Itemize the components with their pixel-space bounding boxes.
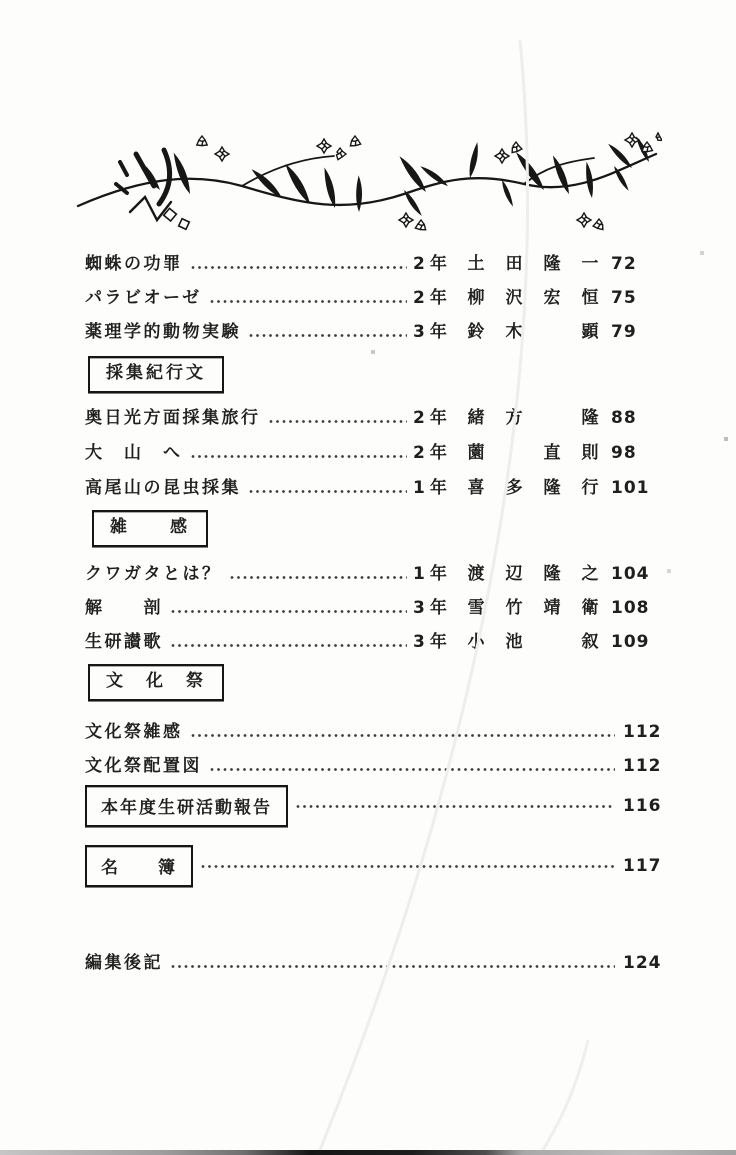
entry-page: 75 bbox=[611, 288, 637, 308]
leader-dots bbox=[171, 964, 615, 969]
entry-year: 1年 bbox=[413, 564, 452, 584]
toc-entry bbox=[85, 476, 667, 498]
entry-title: 文化祭配置図 bbox=[85, 755, 202, 776]
entry-author: 喜 多 隆 行 bbox=[467, 478, 599, 498]
toc-entry-boxed bbox=[85, 846, 667, 886]
entry-year: 2年 bbox=[413, 443, 452, 463]
entry-title: 生研讃歌 bbox=[85, 631, 163, 652]
entry-title: 蜘蛛の功罪 bbox=[85, 253, 183, 274]
entry-year: 3年 bbox=[413, 598, 452, 618]
toc-entry bbox=[85, 286, 667, 308]
leader-dots bbox=[249, 333, 407, 338]
entry-page: 109 bbox=[611, 632, 650, 652]
entry-title: 奥日光方面採集旅行 bbox=[85, 407, 261, 428]
toc-entry bbox=[85, 754, 667, 776]
leader-dots bbox=[296, 804, 615, 809]
toc-entry bbox=[85, 720, 667, 742]
leader-dots bbox=[210, 767, 615, 772]
entry-year: 2年 bbox=[413, 408, 452, 428]
entry-title: 文化祭雑感 bbox=[85, 721, 183, 742]
entry-title: クワガタとは？ bbox=[85, 563, 222, 584]
entry-page: 104 bbox=[611, 564, 650, 584]
entry-page: 101 bbox=[611, 478, 650, 498]
entry-title: 大 山 へ bbox=[85, 442, 183, 463]
toc-entry bbox=[85, 596, 667, 618]
entry-page: 79 bbox=[611, 322, 637, 342]
boxed-label: 本年度生研活動報告 bbox=[85, 785, 288, 827]
toc-entry bbox=[85, 630, 667, 652]
toc-entry-boxed bbox=[85, 786, 667, 826]
leader-dots bbox=[210, 299, 407, 304]
leader-dots bbox=[191, 733, 616, 738]
entry-page: 112 bbox=[623, 722, 662, 742]
entry-page: 88 bbox=[611, 408, 637, 428]
entry-author: 柳 沢 宏 恒 bbox=[467, 288, 599, 308]
entry-title: 編集後記 bbox=[85, 952, 163, 973]
entry-author: 緒 方 隆 bbox=[467, 408, 599, 428]
entry-author: 小 池 叙 bbox=[467, 632, 599, 652]
leader-dots bbox=[171, 643, 407, 648]
entry-page: 108 bbox=[611, 598, 650, 618]
section-box-saishu-kikobun: 採集紀行文 bbox=[88, 356, 224, 393]
entry-year: 3年 bbox=[413, 632, 452, 652]
toc-entry bbox=[85, 441, 667, 463]
entry-title: 薬理学的動物実験 bbox=[85, 321, 241, 342]
entry-page: 72 bbox=[611, 254, 637, 274]
entry-author: 土 田 隆 一 bbox=[467, 254, 599, 274]
scanner-edge-bar bbox=[0, 1150, 736, 1155]
entry-author: 渡 辺 隆 之 bbox=[467, 564, 599, 584]
entry-title: 高尾山の昆虫採集 bbox=[85, 477, 241, 498]
entry-page: 112 bbox=[623, 756, 662, 776]
toc-entry bbox=[85, 406, 667, 428]
entry-page: 124 bbox=[623, 953, 662, 973]
entry-author: 鈴 木 顕 bbox=[467, 322, 599, 342]
entry-year: 2年 bbox=[413, 254, 452, 274]
boxed-label: 名 簿 bbox=[85, 845, 193, 887]
toc-entry bbox=[85, 562, 667, 584]
entry-author: 薗 直 則 bbox=[467, 443, 599, 463]
leader-dots bbox=[191, 454, 408, 459]
entry-page: 117 bbox=[623, 856, 662, 876]
leader-dots bbox=[249, 489, 407, 494]
entry-year: 2年 bbox=[413, 288, 452, 308]
toc-entry bbox=[85, 252, 667, 274]
entry-title: パラビオーゼ bbox=[85, 287, 202, 308]
toc-entry bbox=[85, 320, 667, 342]
leader-dots bbox=[171, 609, 407, 614]
entry-year: 3年 bbox=[413, 322, 452, 342]
section-box-bunkasai: 文 化 祭 bbox=[88, 664, 224, 701]
toc-entry bbox=[85, 951, 667, 973]
leader-dots bbox=[201, 864, 615, 869]
entry-page: 116 bbox=[623, 796, 662, 816]
entry-year: 1年 bbox=[413, 478, 452, 498]
section-box-zakkan: 雑 感 bbox=[92, 510, 208, 547]
entry-author: 雪 竹 靖 衛 bbox=[467, 598, 599, 618]
leader-dots bbox=[191, 265, 408, 270]
header-ornament-branch bbox=[72, 126, 662, 244]
leader-dots bbox=[230, 575, 408, 580]
scan-specks bbox=[0, 0, 2, 2]
entry-page: 98 bbox=[611, 443, 637, 463]
entry-title: 解 剖 bbox=[85, 597, 163, 618]
leader-dots bbox=[269, 419, 408, 424]
